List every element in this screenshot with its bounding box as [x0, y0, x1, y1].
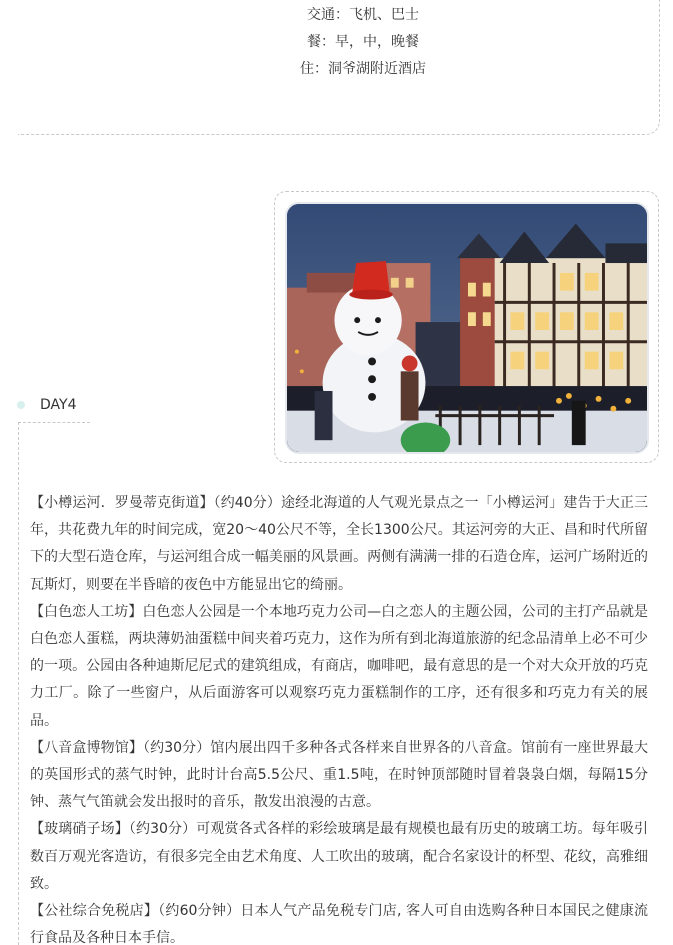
- previous-day-info-box: [18, 0, 660, 135]
- day-header-divider: [18, 422, 90, 423]
- paragraph-duty-free-shop: 【公社综合免税店】（约60分钟）日本人气产品免税专门店, 客人可自由选购各种日本国民之健康流行食品及各种日本手信。: [30, 903, 648, 945]
- paragraph-glass-workshop: 【玻璃硝子场】（约30分）可观赏各式各样的彩绘玻璃是最有规模也最有历史的玻璃工坊。每年吸引数百万观光客造访，有很多完全由艺术角度、人工吹出的玻璃，配合名家设计的杯型、花纹，高雅细致。: [30, 821, 648, 892]
- hotel-info: 住：洞爷湖附近酒店: [300, 61, 426, 77]
- photo-frame: [274, 191, 659, 463]
- snowman-photo: [285, 202, 649, 454]
- transport-info: 交通：飞机、巴士: [307, 7, 419, 23]
- paragraph-music-box-museum: 【八音盒博物馆】（约30分）馆内展出四千多种各式各样来自世界各的八音盒。馆前有一座世界最大的英国形式的蒸气时钟，此时计台高5.5公尺、重1.5吨，在时钟顶部随时冒着袅袅白烟，每隔15分钟、蒸气气笛就会发出报时的音乐，散发出浪漫的古意。: [30, 739, 648, 811]
- paragraph-otaru-canal: 【小樽运河．罗曼蒂克街道】（约40分）途经北海道的人气观光景点之一「小樽运河」建告于大正三年，共花费九年的时间完成，宽20～40公尺不等，全长1300公尺。其运河旁的大正、昌和时代所留下的大型石造仓库，与运河组合成一幅美丽的风景画。两侧有满满一排的石造仓库，运河广场附近的瓦斯灯，则要在半昏暗的夜色中方能显出它的绮丽。: [30, 495, 648, 593]
- day-label: DAY4: [40, 397, 77, 413]
- day-marker-dot: [17, 401, 25, 409]
- photo-illustration: [287, 204, 647, 452]
- paragraph-shiroi-koibito: 【白色恋人工坊】白色恋人公园是一个本地巧克力公司—白之恋人的主题公园，公司的主打产品就是白色恋人蛋糕，两块薄奶油蛋糕中间夹着巧克力，这作为所有到北海道旅游的纪念品清单上必不可少的一项。公园由各种迪斯尼尼式的建筑组成，有商店，咖啡吧，最有意思的是一个对大众开放的巧克力工厂。除了一些窗户，从后面游客可以观察巧克力蛋糕制作的工序，还有很多和巧克力有关的展品。: [30, 603, 648, 729]
- day-side-border: [18, 422, 19, 945]
- meals-info: 餐：早，中，晚餐: [307, 34, 419, 50]
- day-description: [30, 490, 648, 945]
